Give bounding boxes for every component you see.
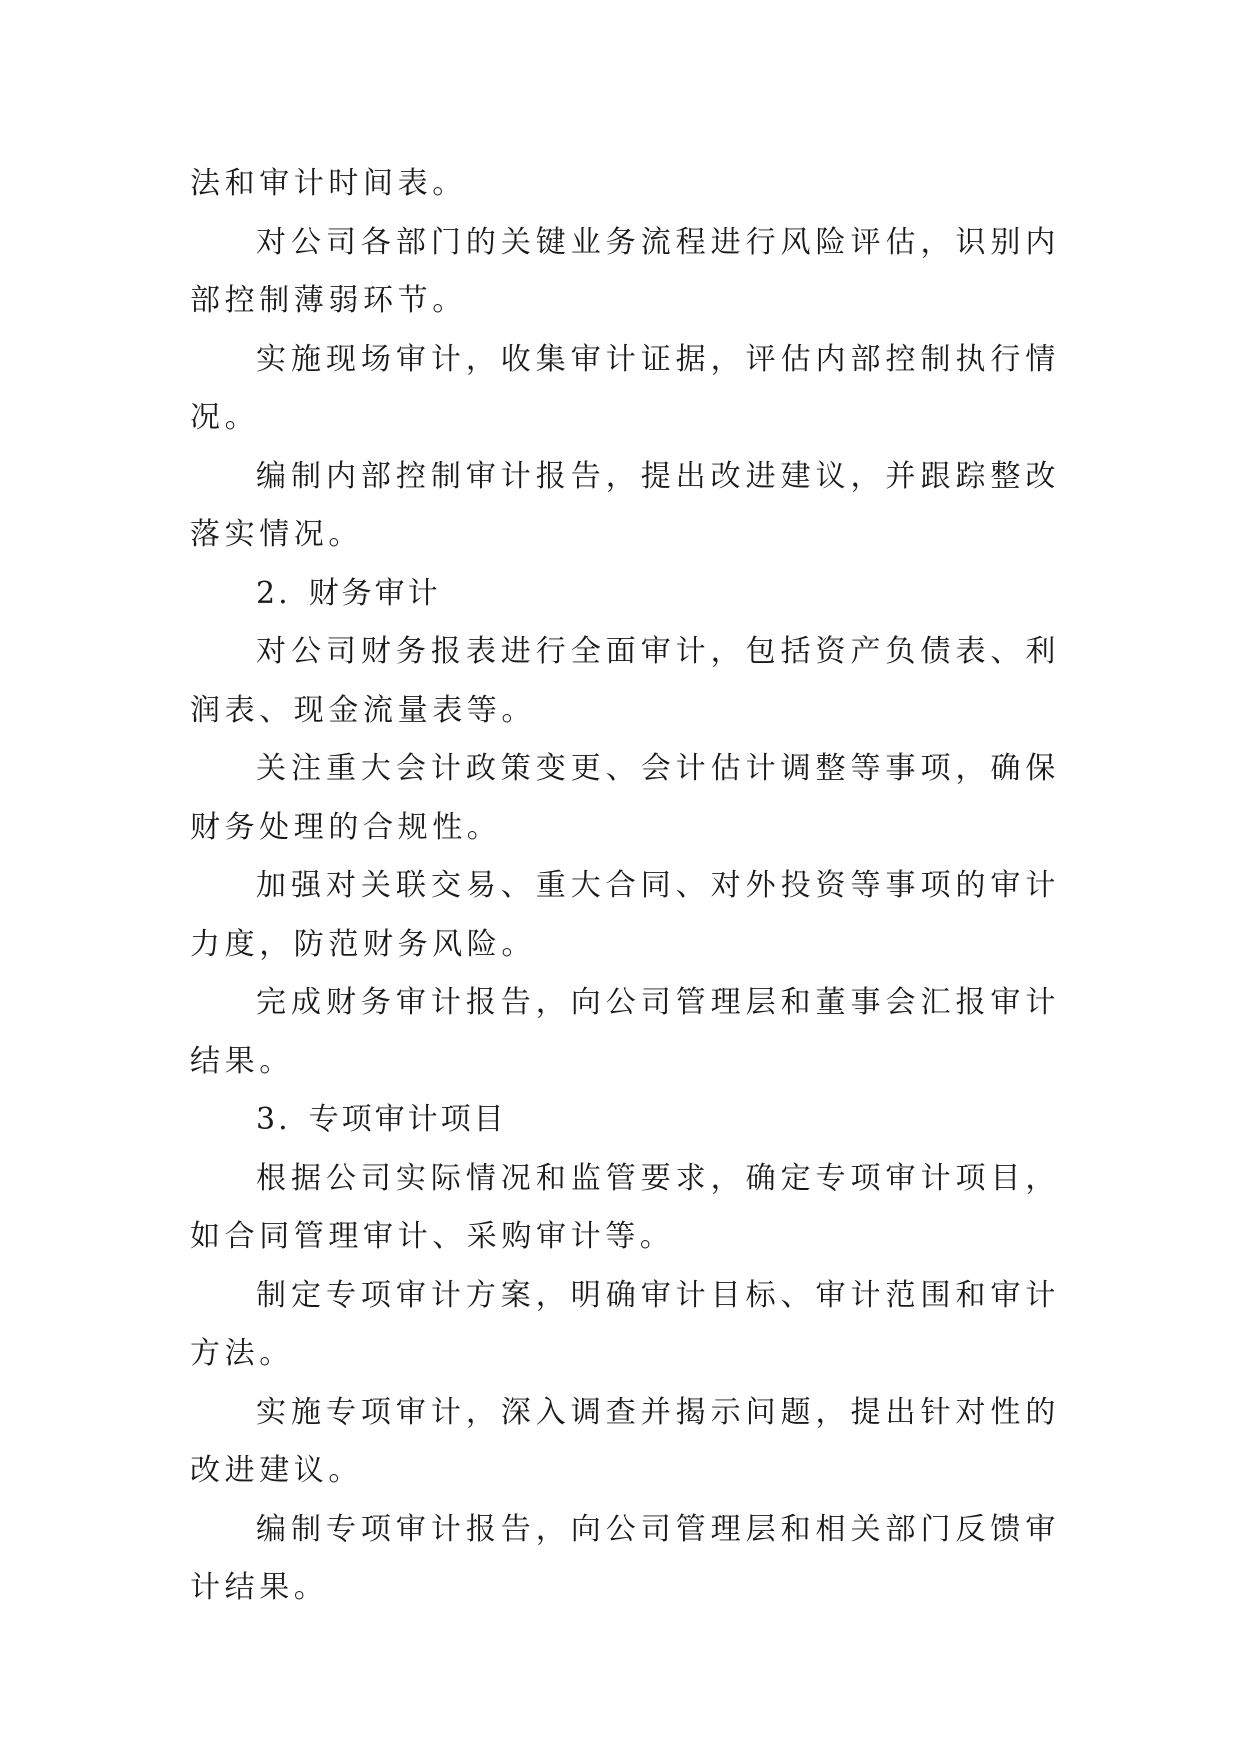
section-number: 3. bbox=[256, 1102, 291, 1137]
paragraph-onsite-audit: 实施现场审计，收集审计证据，评估内部控制执行情况。 bbox=[190, 341, 1060, 435]
paragraph-internal-control-report: 编制内部控制审计报告，提出改进建议，并跟踪整改落实情况。 bbox=[190, 458, 1060, 552]
paragraph-special-implementation: 实施专项审计，深入调查并揭示问题，提出针对性的改进建议。 bbox=[190, 1394, 1060, 1488]
paragraph-financial-statements: 对公司财务报表进行全面审计，包括资产负债表、利润表、现金流量表等。 bbox=[190, 634, 1060, 728]
paragraph-special-plan: 制定专项审计方案，明确审计目标、审计范围和审计方法。 bbox=[190, 1277, 1060, 1371]
section-heading-financial-audit bbox=[190, 565, 1060, 624]
paragraph-risk-assessment: 对公司各部门的关键业务流程进行风险评估，识别内部控制薄弱环节。 bbox=[190, 224, 1060, 318]
paragraph-accounting-policy: 关注重大会计政策变更、会计估计调整等事项，确保财务处理的合规性。 bbox=[190, 751, 1060, 845]
paragraph-continuation: 法和审计时间表。 bbox=[190, 166, 467, 201]
section-heading-special-audit bbox=[190, 1091, 1060, 1150]
document-page bbox=[190, 155, 1060, 1618]
section-title: 专项审计项目 bbox=[308, 1102, 507, 1137]
paragraph-financial-report: 完成财务审计报告，向公司管理层和董事会汇报审计结果。 bbox=[190, 985, 1060, 1079]
section-number: 2. bbox=[256, 575, 291, 611]
paragraph-special-report: 编制专项审计报告，向公司管理层和相关部门反馈审计结果。 bbox=[190, 1511, 1060, 1605]
paragraph-related-transactions: 加强对关联交易、重大合同、对外投资等事项的审计力度，防范财务风险。 bbox=[190, 868, 1060, 962]
paragraph-special-projects: 根据公司实际情况和监管要求，确定专项审计项目，如合同管理审计、采购审计等。 bbox=[190, 1160, 1060, 1254]
section-title: 财务审计 bbox=[308, 575, 441, 611]
